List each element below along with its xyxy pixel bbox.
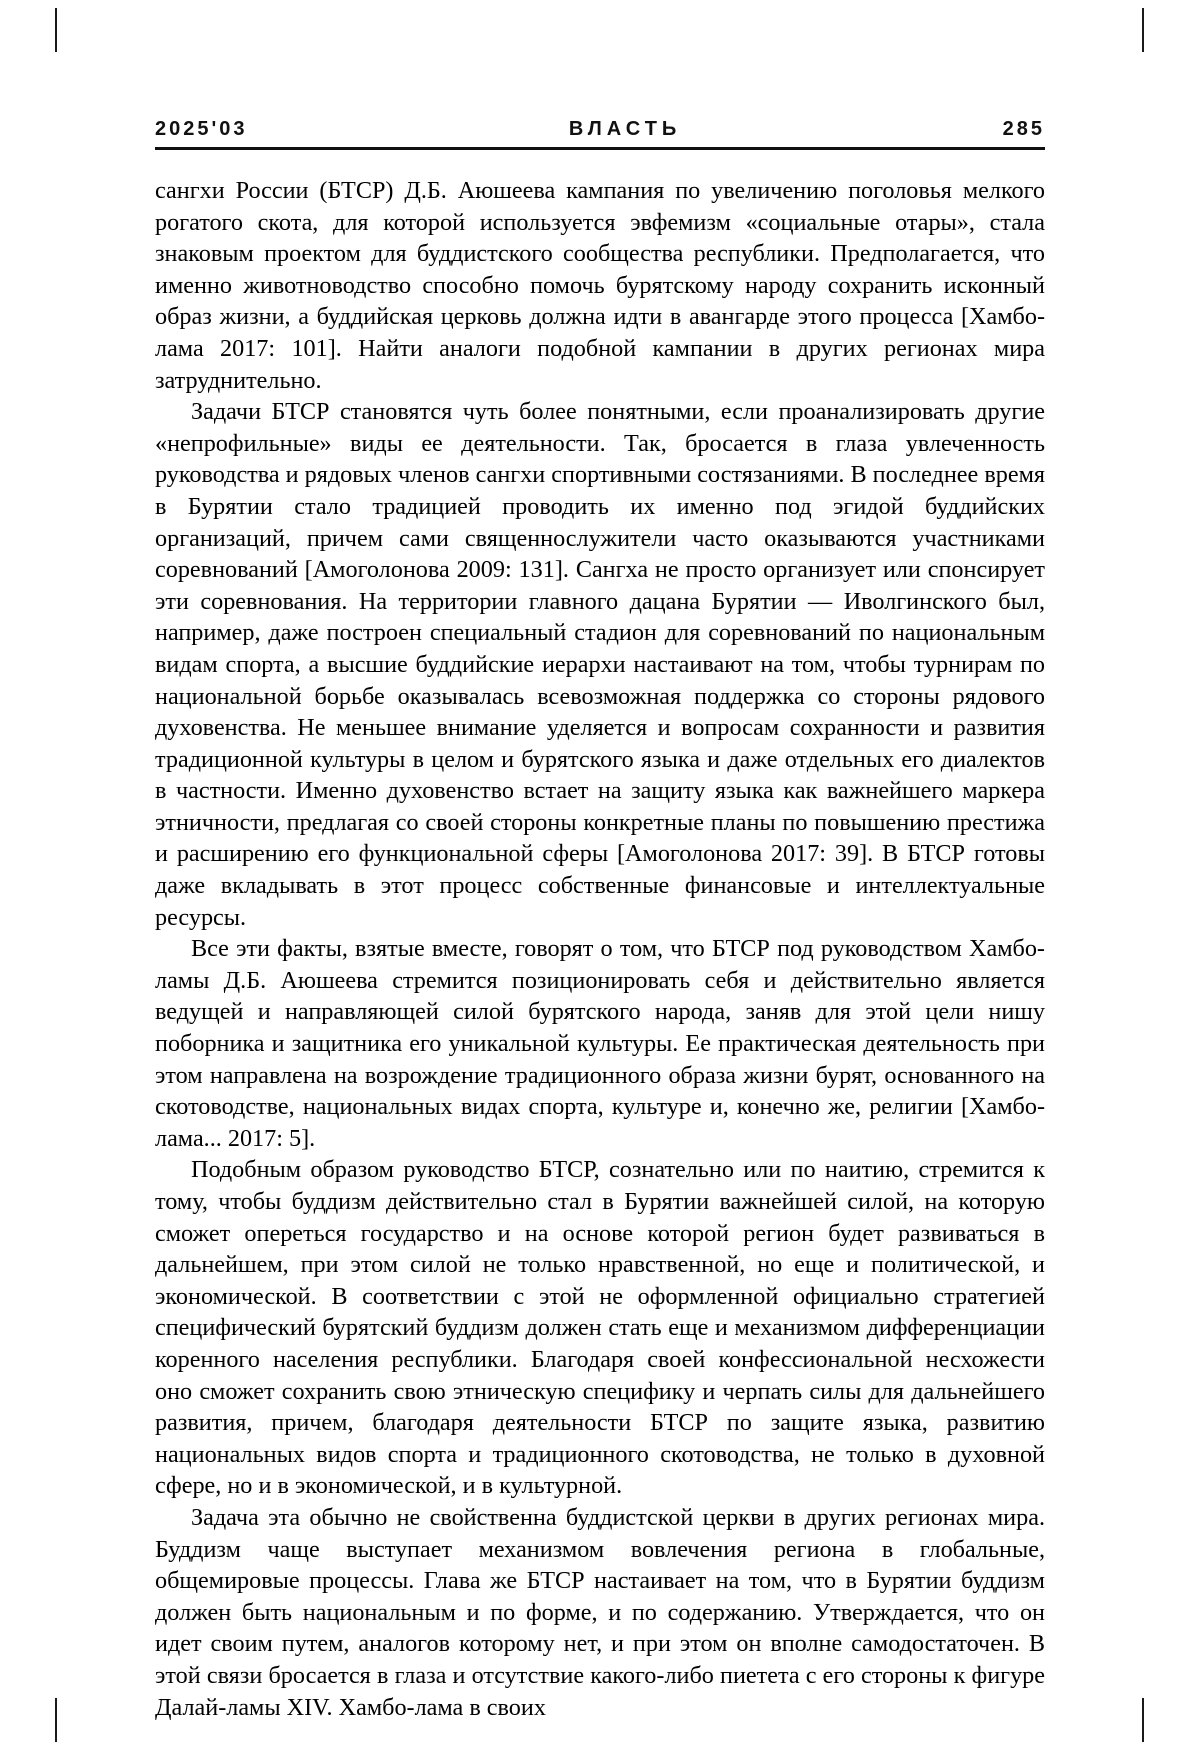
- crop-mark-top-right: [1142, 8, 1144, 52]
- journal-title: ВЛАСТЬ: [568, 118, 682, 140]
- paragraph: Задачи БТСР становятся чуть более понятными, если проанализировать другие «непрофильные» виды ее деятельности. Так, бросается в глаза увлеченность руководства и рядовых членов сангхи спортивными состязаниями. В последнее время в Бурятии стало традицией проводить их именно под эгидой буддийских организаций, причем сами священнослужители часто оказываются участниками соревнований [Амоголонова 2009: 131]. Сангха не просто организует или спонсирует эти соревнования. На территории главного дацана Бурятии — Иволгинского был, например, даже построен специальный стадион для соревнований по национальным видам спорта, а высшие буддийские иерархи настаивают на том, чтобы турнирам по национальной борьбе оказывалась всевозможная поддержка со стороны рядового духовенства. Не меньшее внимание уделяется и вопросам сохранности и развития традиционной культуры в целом и бурятского языка и даже отдельных его диалектов в частности. Именно духовенство встает на защиту языка как важнейшего маркера этничности, предлагая со своей стороны конкретные планы по повышению престижа и расширению его функциональной сферы [Амоголонова 2017: 39]. В БТСР готовы даже вкладывать в этот процесс собственные финансовые и интеллектуальные ресурсы.: [155, 398, 1045, 931]
- paragraph: Задача эта обычно не свойственна буддистской церкви в других регионах мира. Буддизм чаще выступает механизмом вовлечения региона в глобальные, общемировые процессы. Глава же БТСР настаивает на том, что в Бурятии буддизм должен быть национальным и по форме, и по содержанию. Утверждается, что он идет своим путем, аналогов которому нет, и при этом он вполне самодостаточен. В этой связи бросается в глаза и отсутствие какого-либо пиетета с его стороны к фигуре Далай-ламы XIV. Хамбо-лама в своих: [155, 1503, 1045, 1721]
- header-rule: [155, 147, 1045, 150]
- paragraph: сангхи России (БТСР) Д.Б. Аюшеева кампания по увеличению поголовья мелкого рогатого скота, для которой используется эвфемизм «социальные отары», стала знаковым проектом для буддистского сообщества республики. Предполагается, что именно животноводство способно помочь бурятскому народу сохранить исконный образ жизни, а буддийская церковь должна идти в авангарде этого процесса [Хамбо-лама 2017: 101]. Найти аналоги подобной кампании в других регионах мира затруднительно.: [155, 177, 1045, 394]
- page-number: 285: [1002, 118, 1045, 140]
- running-head: [155, 118, 1045, 141]
- paragraph: Подобным образом руководство БТСР, сознательно или по наитию, стремится к тому, чтобы буддизм действительно стал в Бурятии важнейшей силой, на которую сможет опереться государство и на основе которой регион будет развиваться в дальнейшем, при этом силой не только нравственной, но еще и политической, и экономической. В соответствии с этой не оформленной официально стратегией специфический бурятский буддизм должен стать еще и механизмом дифференциации коренного населения республики. Благодаря своей конфессиональной несхожести оно сможет сохранить свою этническую специфику и черпать силы для дальнейшего развития, причем, благодаря деятельности БТСР по защите языка, развитию национальных видов спорта и традиционного скотоводства, не только в духовной сфере, но и в экономической, и в культурной.: [155, 1156, 1045, 1500]
- body-text-column: [155, 175, 1045, 1723]
- paragraph: Все эти факты, взятые вместе, говорят о том, что БТСР под руководством Хамбо-ламы Д.Б. Аюшеева стремится позиционировать себя и действительно является ведущей и направляющей силой бурятского народа, заняв для этой цели нишу поборника и защитника его уникальной культуры. Ее практическая деятельность при этом направлена на возрождение традиционного образа жизни бурят, основанного на скотоводстве, национальных видах спорта, культуре и, конечно же, религии [Хамбо-лама... 2017: 5].: [155, 935, 1045, 1152]
- issue-number: 2025'03: [155, 118, 248, 140]
- crop-mark-top-left: [55, 8, 57, 52]
- crop-mark-bottom-left: [55, 1698, 57, 1742]
- crop-mark-bottom-right: [1142, 1698, 1144, 1742]
